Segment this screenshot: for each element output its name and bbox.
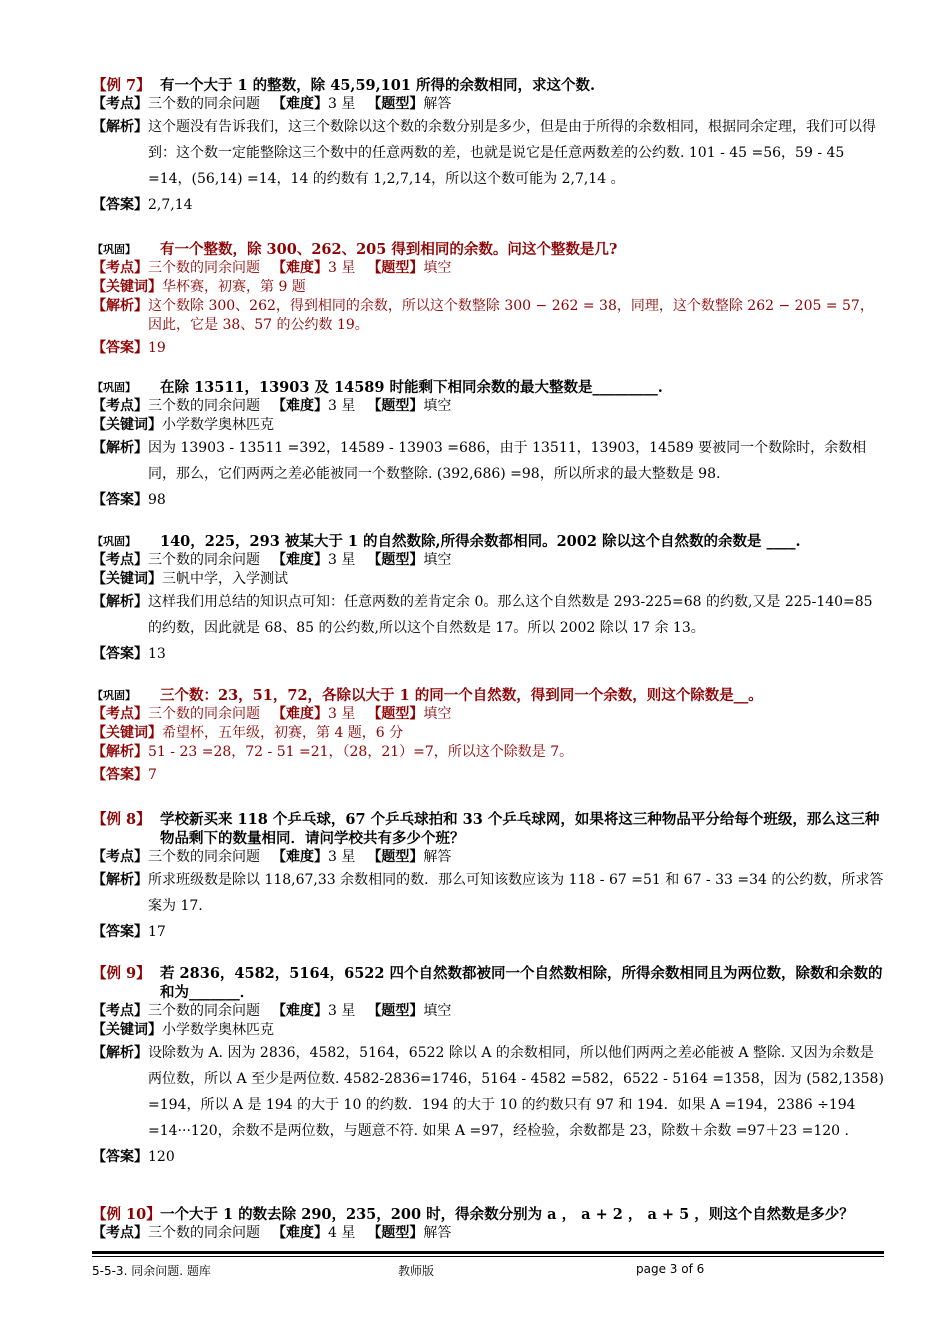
question-text: 若 2836，4582，5164，6522 四个自然数都被同一个自然数相除，所得余数相同且为两位数，除数和余数的和为_______． <box>160 965 883 1001</box>
analysis-text: 因为 13903 - 13511 =392，14589 - 13903 =686，由于 13511，13903，14589 要被同一个数除时，余数相同，那么，它们两两之差必能被同一个数整除. (392,686) =98，所以所求的最大整数是 98. <box>148 440 867 482</box>
kaodian-value: 三个数的同余问题 <box>148 1225 260 1241</box>
question <box>92 964 884 1002</box>
answer-row: 【答案】 98 <box>92 487 884 513</box>
answer-row: 【答案】 2,7,14 <box>92 192 884 218</box>
question-text: 三个数：23，51，72，各除以大于 1 的同一个自然数，得到同一个余数，则这个除数是__。 <box>160 687 763 704</box>
answer-row: 【答案】 17 <box>92 919 884 945</box>
answer-value: 13 <box>148 646 166 662</box>
footer-left-text: 5-5-3. 同余问题. 题库 <box>92 1264 211 1278</box>
keyword-value: 小学数学奥林匹克 <box>162 1022 274 1038</box>
analysis-text: 这样我们用总结的知识点可知：任意两数的差肯定余 0。那么这个自然数是 293-225=68 的约数,又是 225-140=85 的约数，因此就是 68、85 的公约数,所以这个自然数是 17。所以 2002 除以 17 余 13。 <box>148 594 873 636</box>
kaodian-value: 三个数的同余问题 <box>148 706 260 722</box>
tixing-value: 解答 <box>423 96 452 112</box>
answer-value: 98 <box>148 492 166 508</box>
answer-value: 17 <box>148 924 166 940</box>
meta-row: 【考点】 三个数的同余问题 【难度】 3 星 【题型】 填空 <box>92 1003 452 1019</box>
kaodian-value: 三个数的同余问题 <box>148 96 260 112</box>
answer-value: 2,7,14 <box>148 197 193 213</box>
analysis-row: 【解析】 这个题没有告诉我们，这三个数除以这个数的余数分别是多少，但是由于所得的余数相同，根据同余定理，我们可以得到：这个数一定能整除这三个数中的任意两数的差，也就是说它是任意两数差的公约数. 101 - 45 =56，59 - 45 =14，(56,14) =14，14 的约数有 1,2,7,14，所以这个数可能为 2,7,14 。 <box>92 114 884 192</box>
kaodian-value: 三个数的同余问题 <box>148 260 260 276</box>
kaodian-value: 三个数的同余问题 <box>148 1003 260 1019</box>
footer-center-text: 教师版 <box>398 1264 435 1278</box>
tixing-value: 填空 <box>423 706 452 722</box>
problem-tag: 【巩固】 <box>92 381 136 394</box>
nandu-value: 3 星 <box>328 260 356 276</box>
problem-practice-1 <box>92 240 884 358</box>
analysis-row: 【解析】 这个数除 300、262，得到相同的余数，所以这个数整除 300 − 262 = 38，同理，这个数整除 262 − 205 = 57，因此，它是 38、57 的公约数 19。 <box>92 297 884 335</box>
question-text: 学校新买来 118 个乒乓球，67 个乒乓球拍和 33 个乒乓球网，如果将这三种物品平分给每个班级，那么这三种物品剩下的数量相同．请问学校共有多少个班？ <box>160 811 880 847</box>
tixing-value: 填空 <box>423 1003 452 1019</box>
nandu-value: 3 星 <box>328 96 356 112</box>
analysis-text: 所求班级数是除以 118,67,33 余数相同的数．那么可知该数应该为 118 - 67 =51 和 67 - 33 =34 的公约数，所求答案为 17. <box>148 872 884 914</box>
analysis-text: 51 - 23 =28，72 - 51 =21，（28，21）=7，所以这个除数是 7。 <box>148 744 574 760</box>
keyword-value: 华杯赛，初赛，第 9 题 <box>162 279 306 295</box>
answer-value: 19 <box>148 340 166 356</box>
question <box>92 76 884 95</box>
question-text: 有一个大于 1 的整数，除 45,59,101 所得的余数相同，求这个数. <box>160 77 596 94</box>
problem-example-7 <box>92 76 884 218</box>
meta-row: 【考点】 三个数的同余问题 【难度】 3 星 【题型】 填空 <box>92 398 452 414</box>
tixing-value: 解答 <box>423 1225 452 1241</box>
keyword-row: 【关键词】 华杯赛，初赛，第 9 题 <box>92 278 884 297</box>
keyword-value: 三帆中学，入学测试 <box>162 571 288 587</box>
problem-tag: 【例 10】 <box>92 1206 161 1223</box>
problem-practice-4 <box>92 686 884 785</box>
question <box>92 532 884 551</box>
question <box>92 1205 884 1224</box>
question-text: 一个大于 1 的数去除 290，235，200 时，得余数分别为 a ， a + 2 ， a + 5 ，则这个自然数是多少？ <box>160 1206 854 1223</box>
question <box>92 810 884 848</box>
keyword-row: 【关键词】 希望杯，五年级，初赛，第 4 题，6 分 <box>92 724 884 743</box>
analysis-row: 【解析】 所求班级数是除以 118,67,33 余数相同的数．那么可知该数应该为 118 - 67 =51 和 67 - 33 =34 的公约数，所求答案为 17. <box>92 867 884 919</box>
analysis-text: 这个题没有告诉我们，这三个数除以这个数的余数分别是多少，但是由于所得的余数相同，根据同余定理，我们可以得到：这个数一定能整除这三个数中的任意两数的差，也就是说它是任意两数差的公约数. 101 - 45 =56，59 - 45 =14，(56,14) =14，14 的约数有 1,2,7,14，所以这个数可能为 2,7,14 。 <box>148 119 876 187</box>
problem-tag: 【巩固】 <box>92 243 136 256</box>
nandu-value: 4 星 <box>328 1225 356 1241</box>
tixing-value: 填空 <box>423 398 452 414</box>
analysis-row: 【解析】 设除数为 A. 因为 2836，4582，5164，6522 除以 A 的余数相同，所以他们两两之差必能被 A 整除. 又因为余数是两位数，所以 A 至少是两位数. 4582-2836=1746，5164 - 4582 =582，6522 - 5164 =1358，因为 (582,1358) =194，所以 A 是 194 的大于 10 的约数．194 的大于 10 的约数只有 97 和 194．如果 A =194，2386 ÷194 =14···120，余数不是两位数，与题意不符. 如果 A =97，经检验，余数都是 23，除数＋余数 =97＋23 =120 . <box>92 1040 884 1144</box>
meta-row: 【考点】 三个数的同余问题 【难度】 3 星 【题型】 填空 <box>92 552 452 568</box>
problem-tag: 【巩固】 <box>92 689 136 702</box>
answer-value: 7 <box>148 767 157 783</box>
problem-tag: 【例 8】 <box>92 811 151 828</box>
tixing-value: 解答 <box>423 849 452 865</box>
analysis-row: 【解析】 这样我们用总结的知识点可知：任意两数的差肯定余 0。那么这个自然数是 293-225=68 的约数,又是 225-140=85 的约数，因此就是 68、85 的公约数,所以这个自然数是 17。所以 2002 除以 17 余 13。 <box>92 589 884 641</box>
answer-row: 【答案】 13 <box>92 641 884 667</box>
footer-rule <box>92 1251 884 1254</box>
problem-tag: 【巩固】 <box>92 535 136 548</box>
problem-practice-2 <box>92 378 884 513</box>
question-text: 有一个整数，除 300、262、205 得到相同的余数。问这个整数是几? <box>160 241 618 258</box>
nandu-value: 3 星 <box>328 552 356 568</box>
footer-page-number: page 3 of 6 <box>636 1262 705 1276</box>
meta-row: 【考点】 三个数的同余问题 【难度】 3 星 【题型】 解答 <box>92 96 452 112</box>
tixing-value: 填空 <box>423 552 452 568</box>
nandu-value: 3 星 <box>328 706 356 722</box>
keyword-row: 【关键词】 小学数学奥林匹克 <box>92 416 884 435</box>
kaodian-value: 三个数的同余问题 <box>148 849 260 865</box>
tixing-value: 填空 <box>423 260 452 276</box>
problem-practice-3 <box>92 532 884 667</box>
nandu-value: 3 星 <box>328 398 356 414</box>
problem-example-9 <box>92 964 884 1170</box>
meta-row: 【考点】 三个数的同余问题 【难度】 3 星 【题型】 解答 <box>92 849 452 865</box>
keyword-value: 小学数学奥林匹克 <box>162 417 274 433</box>
question <box>92 378 884 397</box>
problem-tag: 【例 9】 <box>92 965 151 982</box>
kaodian-value: 三个数的同余问题 <box>148 552 260 568</box>
question-text: 在除 13511，13903 及 14589 时能剩下相同余数的最大整数是_________. <box>160 379 663 396</box>
keyword-row: 【关键词】 三帆中学，入学测试 <box>92 570 884 589</box>
meta-row: 【考点】 三个数的同余问题 【难度】 4 星 【题型】 解答 <box>92 1225 452 1241</box>
answer-row: 【答案】 19 <box>92 339 884 358</box>
nandu-value: 3 星 <box>328 849 356 865</box>
meta-row: 【考点】 三个数的同余问题 【难度】 3 星 【题型】 填空 <box>92 260 452 276</box>
problem-tag: 【例 7】 <box>92 77 151 94</box>
answer-value: 120 <box>148 1149 175 1165</box>
analysis-row: 【解析】 因为 13903 - 13511 =392，14589 - 13903 =686，由于 13511，13903，14589 要被同一个数除时，余数相同，那么，它们两两之差必能被同一个数整除. (392,686) =98，所以所求的最大整数是 98. <box>92 435 884 487</box>
question-text: 140，225，293 被某大于 1 的自然数除,所得余数都相同。2002 除以这个自然数的余数是 ____. <box>160 533 801 550</box>
analysis-text: 这个数除 300、262，得到相同的余数，所以这个数整除 300 − 262 = 38，同理，这个数整除 262 − 205 = 57，因此，它是 38、57 的公约数 19。 <box>148 298 874 333</box>
meta-row: 【考点】 三个数的同余问题 【难度】 3 星 【题型】 填空 <box>92 706 452 722</box>
problem-example-10 <box>92 1205 884 1243</box>
keyword-row: 【关键词】 小学数学奥林匹克 <box>92 1021 884 1040</box>
problem-example-8 <box>92 810 884 945</box>
question <box>92 240 884 259</box>
analysis-text: 设除数为 A. 因为 2836，4582，5164，6522 除以 A 的余数相同，所以他们两两之差必能被 A 整除. 又因为余数是两位数，所以 A 至少是两位数. 4582-2836=1746，5164 - 4582 =582，6522 - 5164 =1358，因为 (582,1358) =194，所以 A 是 194 的大于 10 的约数．194 的大于 10 的约数只有 97 和 194．如果 A =194，2386 ÷194 =14···120，余数不是两位数，与题意不符. 如果 A =97，经检验，余数都是 23，除数＋余数 =97＋23 =120 . <box>148 1045 884 1139</box>
answer-row: 【答案】 7 <box>92 766 884 785</box>
question <box>92 686 884 705</box>
keyword-value: 希望杯，五年级，初赛，第 4 题，6 分 <box>162 725 404 741</box>
analysis-row: 【解析】 51 - 23 =28，72 - 51 =21，（28，21）=7，所以这个除数是 7。 <box>92 743 884 762</box>
nandu-value: 3 星 <box>328 1003 356 1019</box>
footer-rule-thin <box>92 1256 884 1257</box>
kaodian-value: 三个数的同余问题 <box>148 398 260 414</box>
answer-row: 【答案】 120 <box>92 1144 884 1170</box>
